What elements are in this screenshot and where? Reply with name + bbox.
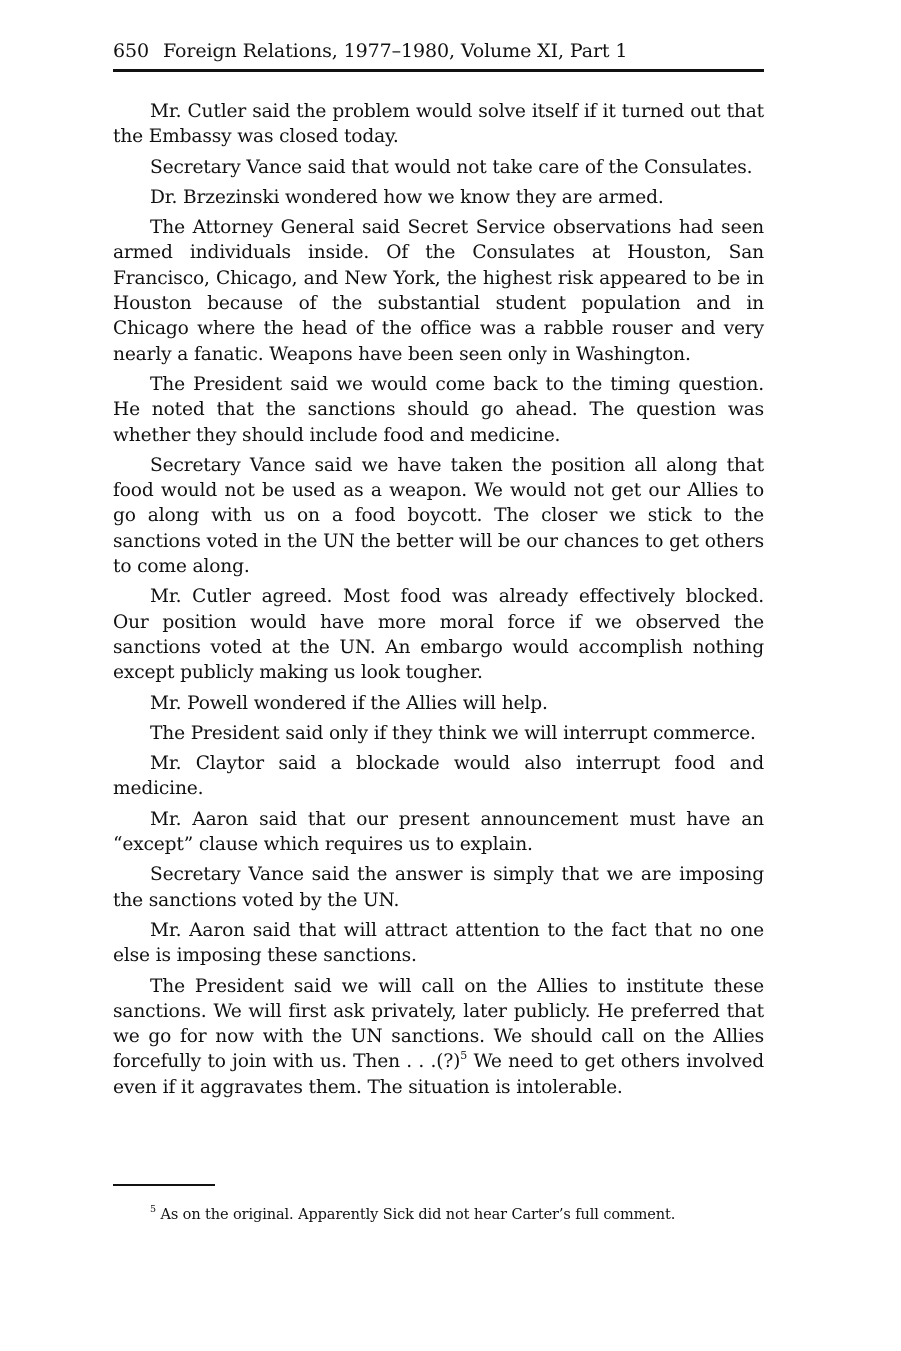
- footnote: [113, 1205, 764, 1225]
- paragraph: The Attorney General said Secret Service observations had seen armed individuals inside. Of the Consulates at Houston, San Francisco, Chicago, and New York, the highest risk appeared to be in Houston because of the substantial student population and in Chicago where the head of the office was a rabble rouser and very nearly a fanatic. Weapons have been seen only in Washington.: [113, 217, 764, 365]
- footnote-separator: [113, 1184, 215, 1186]
- paragraph: Mr. Cutler agreed. Most food was already effectively blocked. Our position would have more moral force if we observed the sanctions voted at the UN. An embargo would accomplish nothing except publicly making us look tougher.: [113, 586, 764, 684]
- paragraph: Mr. Cutler said the problem would solve itself if it turned out that the Embassy was closed today.: [113, 101, 764, 148]
- paragraph: Mr. Powell wondered if the Allies will help.: [150, 692, 548, 714]
- footnote-number: 5: [150, 1204, 156, 1216]
- paragraph: Mr. Aaron said that our present announcement must have an “except” clause which requires us to explain.: [113, 808, 764, 856]
- paragraph: Dr. Brzezinski wondered how we know they are armed.: [150, 186, 664, 208]
- paragraph: Secretary Vance said we have taken the position all along that food would not be used as a weapon. We would not get our Allies to go along with us on a food boycott. The closer we stick to the sanctions voted in the UN the better will be our chances to get others to come along.: [113, 454, 764, 578]
- paragraph: Secretary Vance said that would not take care of the Consulates.: [150, 156, 753, 178]
- header-text: [113, 40, 627, 62]
- paragraph: Secretary Vance said the answer is simply that we are imposing the sanctions voted by the UN.: [113, 864, 764, 911]
- paragraph-text-after-note: We need to get others involved even if it aggravates them. The situation is intolerable.: [113, 1051, 764, 1098]
- running-header: [113, 36, 764, 72]
- running-title: Foreign Relations, 1977–1980, Volume XI, Part 1: [162, 40, 628, 62]
- paragraph-with-footnote-ref: [113, 974, 764, 1100]
- footnote-text: As on the original. Apparently Sick did not hear Carter’s full comment.: [155, 1207, 676, 1223]
- document-body: [113, 99, 764, 1105]
- footnote-reference[interactable]: 5: [460, 1049, 468, 1063]
- paragraph: Mr. Claytor said a blockade would also interrupt food and medicine.: [113, 753, 764, 800]
- paragraph: The President said we would come back to the timing question. He noted that the sanctions should go ahead. The question was whether they should include food and medicine.: [113, 373, 764, 446]
- paragraph: The President said only if they think we will interrupt commerce.: [150, 722, 756, 744]
- page-number: 650: [113, 40, 149, 62]
- paragraph: Mr. Aaron said that will attract attention to the fact that no one else is imposing these sanctions.: [113, 919, 764, 967]
- paragraph-text-before-note: The President said we will call on the Allies to institute these sanctions. We will first ask privately, later publicly. He preferred that we go for now with the UN sanctions. We should call on the Allies forcefully to join with us. Then . . .(?): [113, 975, 764, 1073]
